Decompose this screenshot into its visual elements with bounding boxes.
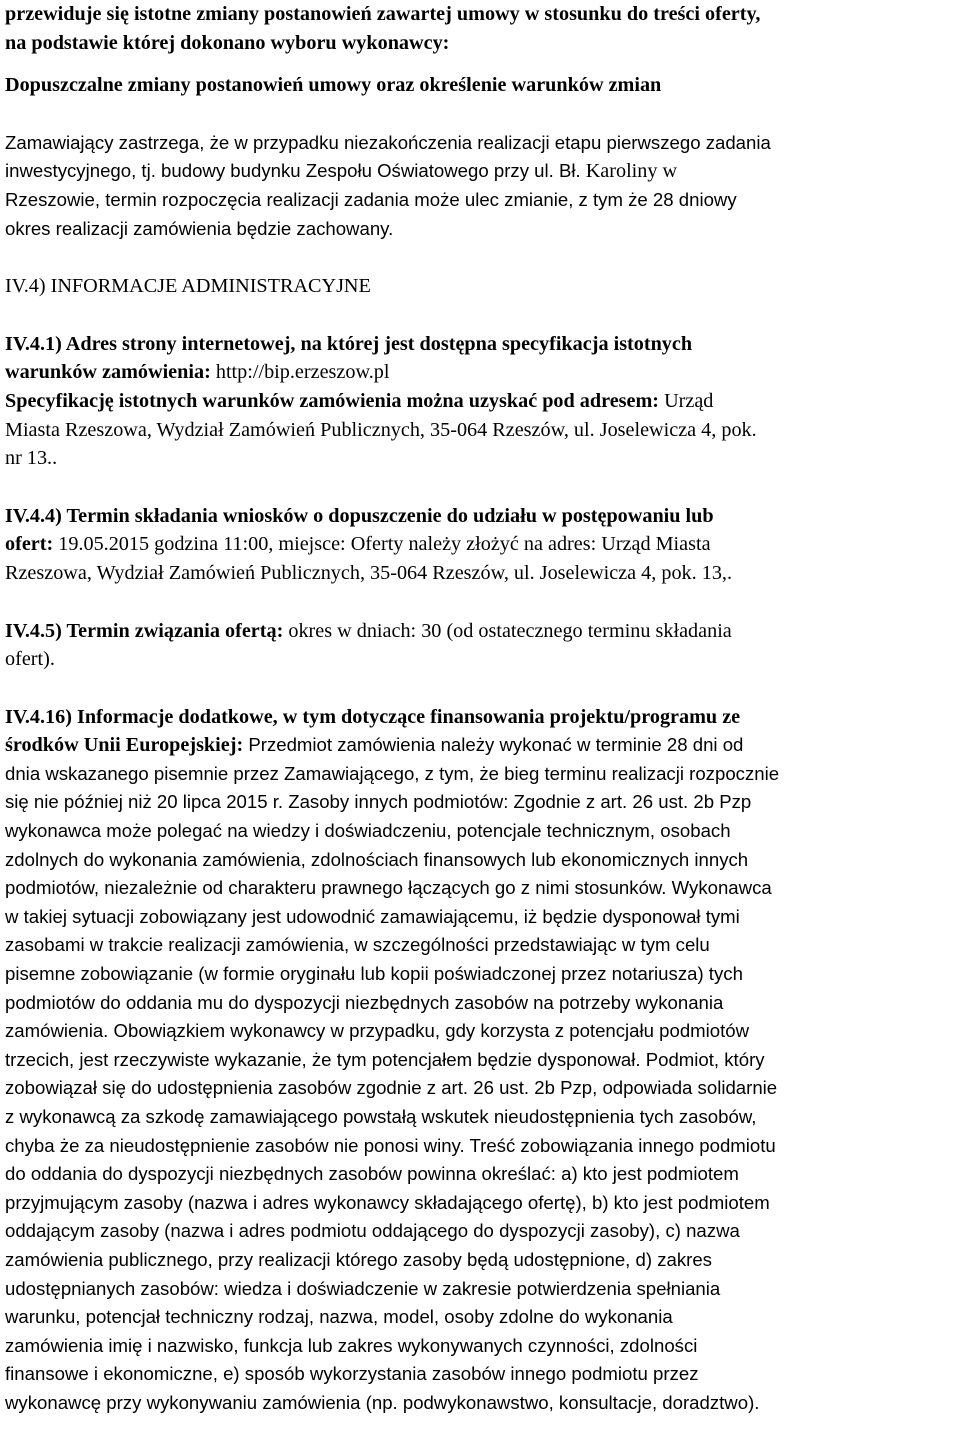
section-iv4-heading (5, 272, 955, 301)
iv416-text-line-11: trzecich, jest rzeczywiste wykazanie, że tym potencjałem będzie dysponował. Podmiot, który (5, 1048, 765, 1070)
iv45-value-2: ofert). (5, 648, 55, 671)
intro-heading-line-2: na podstawie której dokonano wyboru wykonawcy: (5, 31, 450, 54)
iv416-text-line-9: podmiotów do oddania mu do dyspozycji niezbędnych zasobów na potrzeby wykonania (5, 991, 724, 1013)
iv416-label-line-1: IV.4.16) Informacje dodatkowe, w tym dotyczące finansowania projektu/programu ze (5, 705, 741, 728)
iv416-text-line-16: przyjmującym zasoby (nazwa i adres wykonawcy składającego ofertę), b) kto jest podmiotem (5, 1191, 770, 1213)
intro-heading-line-1: przewiduje się istotne zmiany postanowień zawartej umowy w stosunku do treści oferty, (5, 3, 761, 25)
iv416-text-line-7: zasobami w trakcie realizacji zamówienia, w szczególności przedstawiając w tym celu (5, 934, 710, 956)
changes-body (5, 129, 955, 243)
iv416-text-line-8: pisemne zobowiązanie (w formie oryginału lub kopii poświadczonej przez notariusza) tych (5, 963, 743, 985)
iv416-text-line-10: zamówienia. Obowiązkiem wykonawcy w przypadku, gdy korzysta z potencjału podmiotów (5, 1020, 750, 1042)
iv416-text-line-21: zamówienia imię i nazwisko, funkcja lub zakres wykonywanych czynności, zdolności (5, 1334, 698, 1356)
section-iv416 (5, 703, 955, 1418)
intro-heading (5, 0, 955, 57)
iv416-label-line-2: środków Unii Europejskiej: (5, 734, 244, 757)
changes-body-line-3: Rzeszowie, termin rozpoczęcia realizacji zadania może ulec zmianie, z tym że 28 dniowy (5, 188, 737, 210)
changes-body-line-1: Zamawiający zastrzega, że w przypadku niezakończenia realizacji etapu pierwszego zadania (5, 131, 771, 153)
iv416-text-line-12: zobowiązał się do udostępnienia zasobów zgodnie z art. 26 ust. 2b Pzp, odpowiada solidarnie (5, 1077, 778, 1099)
iv44-label-line-1: IV.4.4) Termin składania wniosków o dopuszczenie do udziału w postępowaniu lub (5, 504, 714, 527)
changes-body-line-2 (5, 157, 955, 186)
iv416-text-line-18: zamówienia publicznego, przy realizacji którego zasoby będą udostępnione, d) zakres (5, 1248, 712, 1270)
section-iv41 (5, 330, 955, 473)
section-iv44 (5, 502, 955, 588)
iv416-text-line-3: wykonawca może polegać na wiedzy i doświadczeniu, potencjale technicznym, osobach (5, 820, 731, 842)
iv416-text-line-0: Przedmiot zamówienia należy wykonać w terminie 28 dni od (243, 734, 744, 756)
changes-title: Dopuszczalne zmiany postanowień umowy oraz określenie warunków zmian (5, 74, 662, 97)
iv416-text-line-5: podmiotów, niezależnie od charakteru prawnego łączących go z nimi stosunków. Wykonawca (5, 877, 772, 899)
changes-body-line-4: okres realizacji zamówienia będzie zachowany. (5, 217, 394, 239)
iv41-spec-value-2: Miasta Rzeszowa, Wydział Zamówień Publicznych, 35-064 Rzeszów, ul. Joselewicza 4, pok. (5, 418, 757, 441)
iv44-label-line-2: ofert: (5, 533, 54, 556)
iv44-value-1: 19.05.2015 godzina 11:00, miejsce: Oferty należy złożyć na adres: Urząd Miasta (53, 533, 711, 556)
iv416-line-2 (5, 731, 955, 760)
document-page (5, 0, 955, 1418)
section-iv45 (5, 617, 955, 674)
iv41-label-line-1: IV.4.1) Adres strony internetowej, na której jest dostępna specyfikacja istotnych (5, 332, 693, 355)
iv45-line-1 (5, 617, 955, 646)
changes-section (5, 71, 955, 100)
iv41-spec-line-1 (5, 387, 955, 416)
iv41-spec-value-3: nr 13.. (5, 447, 58, 470)
iv416-text-line-14: chyba że za nieudostępnienie zasobów nie ponosi winy. Treść zobowiązania innego podmiotu (5, 1134, 776, 1156)
iv416-text-line-20: warunku, potencjał techniczny rodzaj, nazwa, model, osoby zdolne do wykonania (5, 1306, 673, 1328)
iv416-text-line-13: z wykonawcą za szkodę zamawiającego powstałą wskutek nieudostępnienia tych zasobów, (5, 1106, 757, 1127)
iv41-spec-value-1: Urząd (659, 389, 714, 412)
section-iv4-title: IV.4) INFORMACJE ADMINISTRACYJNE (5, 275, 371, 298)
iv416-text-line-4: zdolnych do wykonania zamówienia, zdolnościach finansowych lub ekonomicznych innych (5, 848, 749, 870)
iv416-text-line-1: dnia wskazanego pisemnie przez Zamawiającego, z tym, że bieg terminu realizacji rozpocznie (5, 762, 780, 784)
iv44-line-2 (5, 530, 955, 559)
iv416-text-line-15: do oddania do dyspozycji niezbędnych zasobów powinna określać: a) kto jest podmiotem (5, 1163, 739, 1185)
iv416-text-line-23: wykonawcę przy wykonywaniu zamówienia (np. podwykonawstwo, konsultacje, doradztwo). (5, 1391, 760, 1413)
iv41-label-line-2-text: warunków zamówienia: (5, 361, 211, 384)
iv45-value-1: okres w dniach: 30 (od ostatecznego terminu składania (283, 619, 732, 642)
iv416-text-line-22: finansowe i ekonomiczne, e) sposób wykorzystania zasobów innego podmiotu przez (5, 1363, 699, 1385)
changes-body-line-2-tail: Karoliny w (580, 160, 678, 183)
iv44-value-2: Rzeszowa, Wydział Zamówień Publicznych, 35-064 Rzeszów, ul. Joselewicza 4, pok. 13,. (5, 561, 733, 584)
iv416-text-line-17: oddającym zasoby (nazwa i adres podmiotu oddającego do dyspozycji zasoby), c) nazwa (5, 1220, 740, 1242)
iv416-text-line-19: udostępnianych zasobów: wiedza i doświadczenie w zakresie potwierdzenia spełniania (5, 1277, 721, 1299)
iv45-label: IV.4.5) Termin związania ofertą: (5, 619, 284, 642)
iv416-text-line-2: się nie później niż 20 lipca 2015 r. Zasoby innych podmiotów: Zgodnie z art. 26 ust. 2b Pzp (5, 791, 752, 813)
iv416-text-line-6: w takiej sytuacji zobowiązany jest udowodnić zamawiającemu, iż będzie dysponował tymi (5, 905, 740, 927)
changes-body-line-2-text: inwestycyjnego, tj. budowy budynku Zespołu Oświatowego przy ul. Bł. (5, 160, 581, 182)
iv41-url[interactable]: http://bip.erzeszow.pl (210, 361, 390, 384)
iv41-label-line-2 (5, 358, 955, 387)
iv41-spec-label: Specyfikację istotnych warunków zamówienia można uzyskać pod adresem: (5, 389, 660, 412)
